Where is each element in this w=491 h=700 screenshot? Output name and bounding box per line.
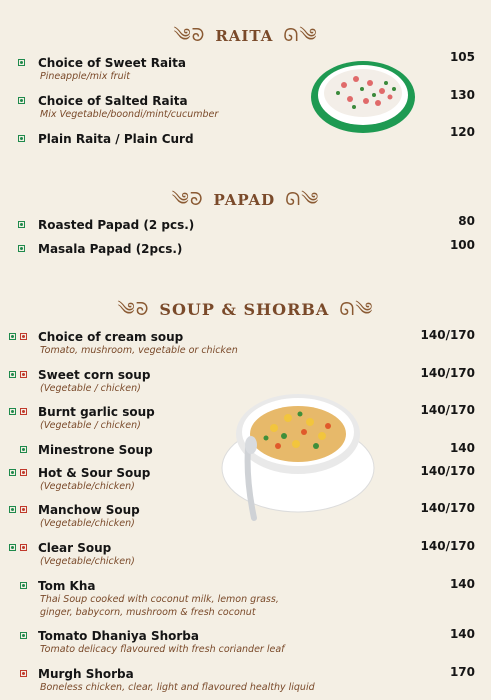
ornament-right-icon: ᘏ༄: [283, 25, 318, 46]
item-name: Roasted Papad (2 pcs.): [38, 218, 195, 232]
item-name: Burnt garlic soup: [38, 405, 155, 419]
item-price: 140/170: [420, 366, 475, 380]
item-name: Tom Kha: [38, 579, 96, 593]
item-description: (Vegetable/chicken): [40, 556, 135, 567]
item-description: (Vegetable/chicken): [40, 518, 135, 529]
ornament-right-icon: ᘏ༄: [285, 189, 320, 210]
item-name: Choice of Salted Raita: [38, 94, 188, 108]
item-name: Murgh Shorba: [38, 667, 134, 681]
item-name: Sweet corn soup: [38, 368, 151, 382]
ornament-left-icon: ༄ᘐ: [171, 189, 204, 210]
item-description: (Vegetable / chicken): [40, 420, 141, 431]
item-description: Tomato, mushroom, vegetable or chicken: [40, 345, 238, 356]
nonveg-indicator-icon: [20, 371, 27, 378]
item-price: 140/170: [420, 539, 475, 553]
item-name: Choice of Sweet Raita: [38, 56, 186, 70]
item-description: (Vegetable/chicken): [40, 481, 135, 492]
nonveg-indicator-icon: [20, 544, 27, 551]
item-price: 120: [449, 125, 475, 139]
item-price: 130: [449, 88, 475, 102]
veg-indicator-icon: [18, 97, 25, 104]
veg-indicator-icon: [18, 135, 25, 142]
veg-indicator-icon: [20, 582, 27, 589]
item-name: Choice of cream soup: [38, 330, 184, 344]
veg-indicator-icon: [9, 469, 16, 476]
item-description: Boneless chicken, clear, light and flavoured healthy liquid: [40, 682, 315, 693]
raita-bowl-image: [308, 55, 418, 135]
item-description: Mix Vegetable/boondi/mint/cucumber: [40, 109, 219, 120]
item-description: Tomato delicacy flavoured with fresh coriander leaf: [40, 644, 285, 655]
veg-indicator-icon: [9, 371, 16, 378]
section-title-text: RAITA: [215, 27, 274, 45]
item-description: Thai Soup cooked with coconut milk, lemon grass,: [40, 594, 279, 605]
veg-indicator-icon: [18, 221, 25, 228]
item-name: Hot & Sour Soup: [38, 466, 151, 480]
item-name: Plain Raita / Plain Curd: [38, 132, 194, 146]
item-description: (Vegetable / chicken): [40, 383, 141, 394]
nonveg-indicator-icon: [20, 506, 27, 513]
item-price: 140/170: [420, 501, 475, 515]
veg-indicator-icon: [18, 245, 25, 252]
item-price: 170: [449, 665, 475, 679]
nonveg-indicator-icon: [20, 408, 27, 415]
veg-indicator-icon: [9, 544, 16, 551]
ornament-right-icon: ᘏ༄: [339, 299, 374, 320]
item-name: Tomato Dhaniya Shorba: [38, 629, 199, 643]
item-description-line2: ginger, babycorn, mushroom & fresh coconut: [40, 607, 256, 618]
item-price: 140: [449, 577, 475, 591]
item-price: 100: [449, 238, 475, 252]
item-description: Pineapple/mix fruit: [40, 71, 130, 82]
veg-indicator-icon: [9, 506, 16, 513]
item-price: 80: [458, 214, 475, 228]
veg-indicator-icon: [20, 446, 27, 453]
ornament-left-icon: ༄ᘐ: [173, 25, 206, 46]
item-price: 140/170: [420, 464, 475, 478]
ornament-left-icon: ༄ᘐ: [117, 299, 150, 320]
veg-indicator-icon: [18, 59, 25, 66]
veg-indicator-icon: [9, 408, 16, 415]
soup-bowl-image: [218, 390, 378, 525]
veg-indicator-icon: [9, 333, 16, 340]
nonveg-indicator-icon: [20, 670, 27, 677]
item-name: Manchow Soup: [38, 503, 140, 517]
item-price: 140: [449, 441, 475, 455]
item-price: 140: [449, 627, 475, 641]
veg-indicator-icon: [20, 632, 27, 639]
section-title-text: PAPAD: [213, 191, 276, 209]
item-name: Minestrone Soup: [38, 443, 153, 457]
nonveg-indicator-icon: [20, 469, 27, 476]
nonveg-indicator-icon: [20, 333, 27, 340]
item-price: 105: [449, 50, 475, 64]
item-name: Clear Soup: [38, 541, 112, 555]
section-title-text: SOUP & SHORBA: [159, 300, 330, 319]
item-price: 140/170: [420, 328, 475, 342]
item-name: Masala Papad (2pcs.): [38, 242, 183, 256]
item-price: 140/170: [420, 403, 475, 417]
